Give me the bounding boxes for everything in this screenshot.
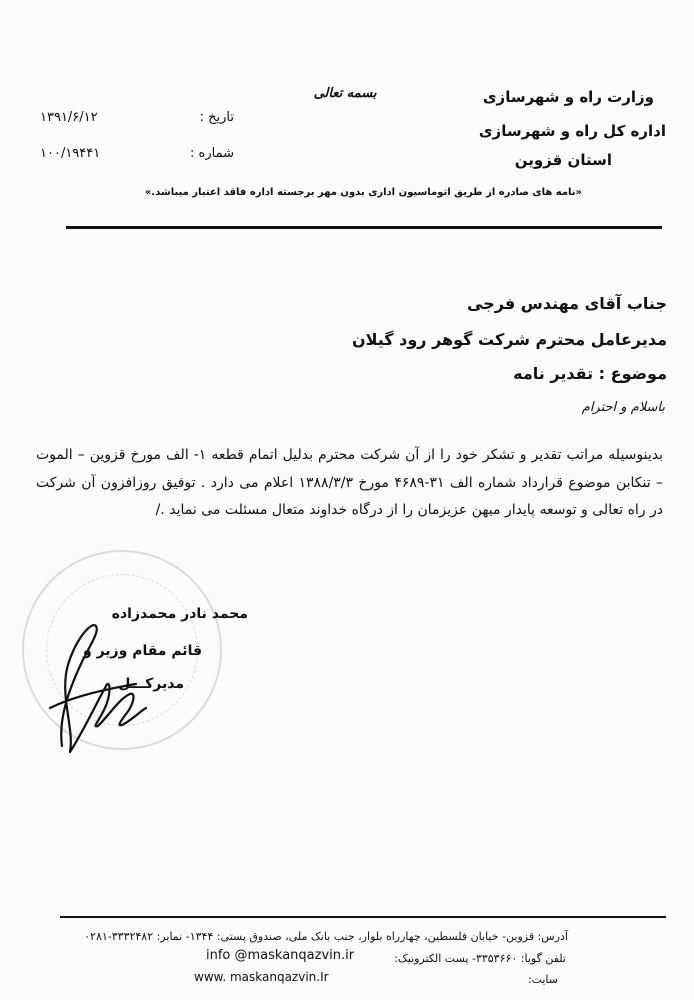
ministry-name: وزارت راه و شهرسازی [482, 88, 654, 106]
letter-body: بدینوسیله مراتب تقدیر و تشکر خود را از آن شرکت محترم بدلیل اتمام قطعه ۱- الف مورخ قزوین – الموت – تنکابن موضوع قرارداد شماره الف ۳۱-۴۶۸۹ مورخ ۱۳۸۸/۳/۳ اعلام می دارد . توفیق روزافزون آن شرکت در راه تعالی و توسعه پایدار میهن عزیزمان را از درگاه خداوند متعال مسئلت می نماید ./ [36, 447, 663, 518]
province-name: استان قزوین [514, 151, 612, 169]
date-label: تاریخ : [199, 110, 234, 125]
signatory-position: مدیرکـــل [118, 676, 184, 692]
header-divider [66, 226, 662, 229]
footer-divider [60, 916, 666, 918]
footer-site-label: سایت: [527, 973, 558, 986]
salutation: باسلام و احترام [581, 400, 665, 415]
signatory-name: محمد نادر محمدزاده [111, 606, 248, 622]
handwritten-signature [40, 618, 150, 758]
footer-phone: تلفن گویا: ۳۳۵۳۶۶۰- پست الکترونیک: [394, 952, 566, 965]
letter-number: ۱۰۰/۱۹۴۴۱ [40, 146, 101, 161]
footer-website[interactable]: www. maskanqazvin.Ir [194, 970, 329, 984]
recipient-name: جناب آقای مهندس فرجی [467, 294, 667, 313]
footer-email[interactable]: info @maskanqazvin.ir [206, 948, 355, 963]
signatory-title: قائم مقام وزیر و [83, 643, 202, 659]
recipient-title: مدیرعامل محترم شرکت گوهر رود گیلان [351, 330, 667, 349]
department-name: اداره کل راه و شهرسازی [478, 122, 666, 140]
subject-line: موضوع : تقدیر نامه [513, 364, 667, 383]
invocation: بسمه تعالی [313, 86, 377, 101]
date-value: ۱۳۹۱/۶/۱۲ [40, 110, 98, 125]
footer-address: آدرس: قزوین- خیابان فلسطین، چهارراه بلوار، جنب بانک ملی، صندوق پستی: ۱۳۴۴- نمابر: ۳۳۳۲۴۸۲-۰۲۸۱ [84, 930, 568, 943]
number-label: شماره : [190, 146, 234, 161]
validity-notice: «نامه های صادره از طریق اتوماسیون اداری بدون مهر برجسته اداره فاقد اعتبار میباشد.» [144, 187, 582, 198]
